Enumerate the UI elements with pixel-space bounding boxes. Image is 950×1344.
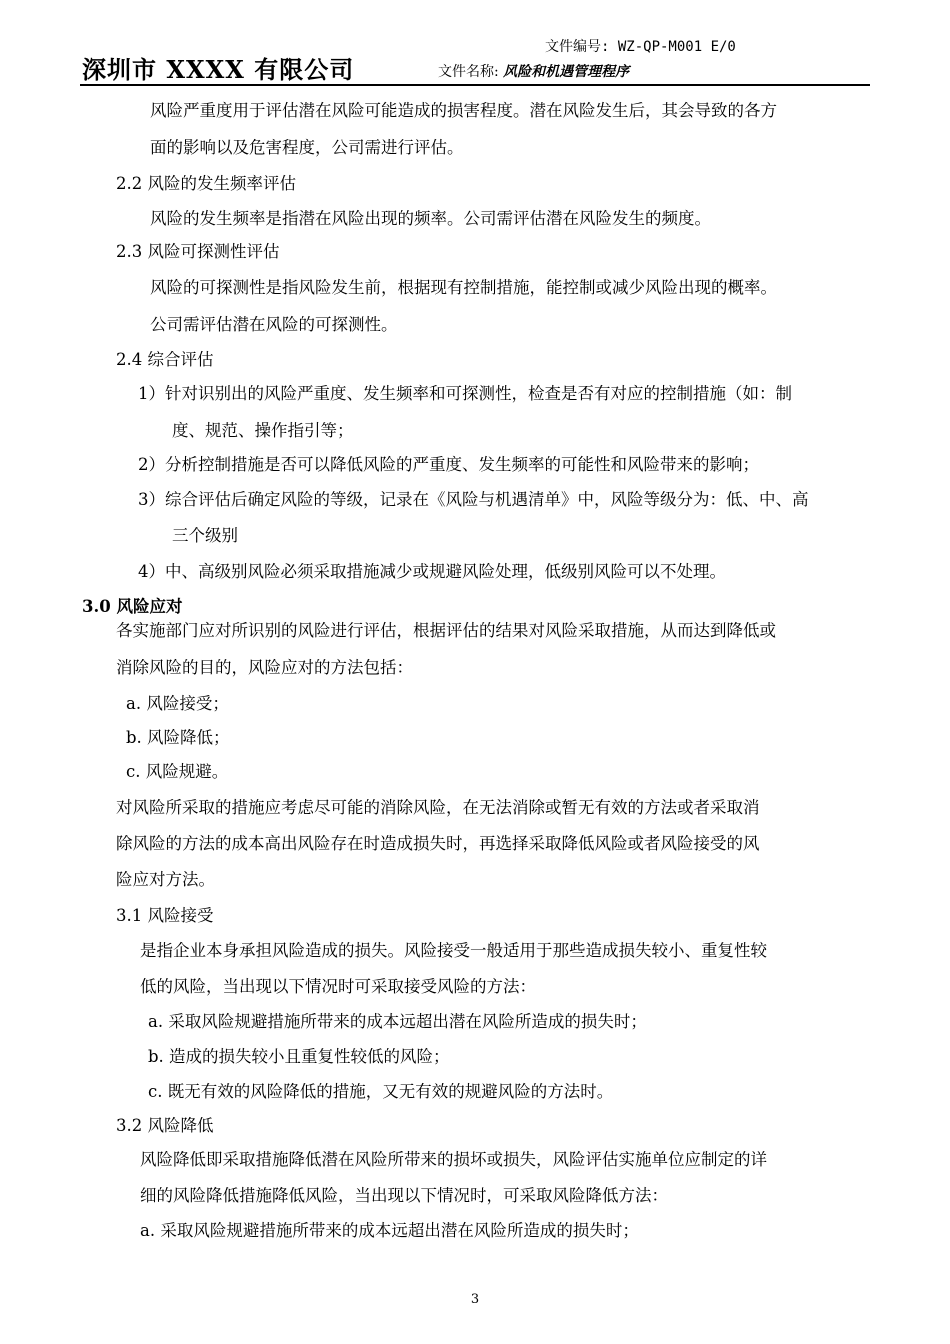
header-divider <box>80 84 870 86</box>
text-line: 各实施部门应对所识别的风险进行评估，根据评估的结果对风险采取措施，从而达到降低或 <box>116 621 776 640</box>
text-line: 3）综合评估后确定风险的等级，记录在《风险与机遇清单》中，风险等级分为：低、中、高 <box>138 490 809 509</box>
page-number: 3 <box>470 1292 480 1307</box>
text-line: 险应对方法。 <box>116 870 215 889</box>
text-line: 度、规范、操作指引等； <box>172 421 354 440</box>
text-line: 2.4 综合评估 <box>116 350 214 369</box>
text-line: 三个级别 <box>172 526 238 545</box>
text-line: c. 既无有效的风险降低的措施，又无有效的规避风险的方法时。 <box>148 1082 614 1101</box>
text-line: 2.3 风险可探测性评估 <box>116 242 280 261</box>
text-line: 2）分析控制措施是否可以降低风险的严重度、发生频率的可能性和风险带来的影响； <box>138 455 759 474</box>
text-line: 风险严重度用于评估潜在风险可能造成的损害程度。潜在风险发生后，其会导致的各方 <box>150 101 777 120</box>
document-name-value: 风险和机遇管理程序 <box>503 64 630 80</box>
text-line: a. 风险接受； <box>126 694 229 713</box>
text-line: 风险的可探测性是指风险发生前，根据现有控制措施，能控制或减少风险出现的概率。 <box>150 278 777 297</box>
company-name: 深圳市 XXXX 有限公司 <box>82 55 355 84</box>
document-number: 文件编号: WZ-QP-M001 E/0 <box>545 39 736 55</box>
text-line: b. 风险降低； <box>126 728 230 747</box>
text-line: 风险的发生频率是指潜在风险出现的频率。公司需评估潜在风险发生的频度。 <box>150 209 711 228</box>
text-line: 消除风险的目的，风险应对的方法包括： <box>116 658 413 677</box>
text-line: a. 采取风险规避措施所带来的成本远超出潜在风险所造成的损失时； <box>140 1221 639 1240</box>
text-line: 细的风险降低措施降低风险，当出现以下情况时，可采取风险降低方法： <box>140 1186 668 1205</box>
text-line: 3.1 风险接受 <box>116 906 214 925</box>
text-line: b. 造成的损失较小且重复性较低的风险； <box>148 1047 450 1066</box>
text-line: c. 风险规避。 <box>126 762 229 781</box>
text-line: 除风险的方法的成本高出风险存在时造成损失时，再选择采取降低风险或者风险接受的风 <box>116 834 760 853</box>
document-name-label: 文件名称: <box>438 64 504 80</box>
document-name <box>438 61 629 81</box>
text-line: 1）针对识别出的风险严重度、发生频率和可探测性，检查是否有对应的控制措施（如：制 <box>138 384 792 403</box>
text-line: a. 采取风险规避措施所带来的成本远超出潜在风险所造成的损失时； <box>148 1012 647 1031</box>
text-line: 低的风险，当出现以下情况时可采取接受风险的方法： <box>140 977 536 996</box>
text-line: 4）中、高级别风险必须采取措施减少或规避风险处理，低级别风险可以不处理。 <box>138 562 726 581</box>
text-line: 面的影响以及危害程度，公司需进行评估。 <box>150 138 464 157</box>
text-line: 对风险所采取的措施应考虑尽可能的消除风险，在无法消除或暂无有效的方法或者采取消 <box>116 798 760 817</box>
text-line: 是指企业本身承担风险造成的损失。风险接受一般适用于那些造成损失较小、重复性较 <box>140 941 767 960</box>
text-line: 风险降低即采取措施降低潜在风险所带来的损坏或损失，风险评估实施单位应制定的详 <box>140 1150 767 1169</box>
text-line: 3.0 风险应对 <box>82 597 183 616</box>
text-line: 3.2 风险降低 <box>116 1116 214 1135</box>
text-line: 2.2 风险的发生频率评估 <box>116 174 296 193</box>
text-line: 公司需评估潜在风险的可探测性。 <box>150 315 398 334</box>
